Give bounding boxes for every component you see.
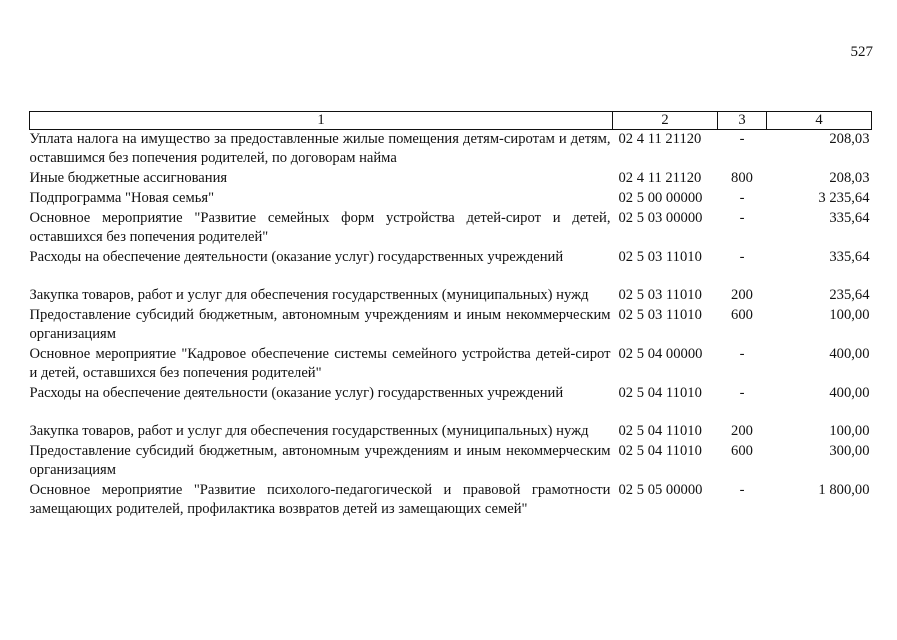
row-type: 600 xyxy=(731,307,753,323)
row-type: 800 xyxy=(731,170,753,186)
row-type: - xyxy=(739,249,745,265)
row-code: 02 5 04 11010 xyxy=(618,423,702,439)
row-code: 02 5 03 11010 xyxy=(618,249,702,265)
table-row xyxy=(30,189,872,209)
row-type: - xyxy=(739,482,745,498)
row-name: Предоставление субсидий бюджетным, автономным учреждениям и иным некоммерческим организациям xyxy=(29,307,611,342)
row-name: Уплата налога на имущество за предоставленные жилые помещения детям-сиротам и детям, оставшимся без попечения родителей, по договорам найма xyxy=(29,131,611,166)
row-sum: 100,00 xyxy=(829,423,870,439)
row-name: Предоставление субсидий бюджетным, автономным учреждениям и иным некоммерческим организациям xyxy=(29,443,611,478)
row-sum: 335,64 xyxy=(829,210,870,226)
row-name: Расходы на обеспечение деятельности (оказание услуг) государственных учреждений xyxy=(29,385,564,401)
row-type: 200 xyxy=(731,287,753,303)
row-code: 02 5 04 00000 xyxy=(618,346,703,362)
row-type: - xyxy=(739,190,745,206)
budget-table xyxy=(29,111,872,520)
table-row xyxy=(30,169,872,189)
row-code: 02 5 05 00000 xyxy=(618,482,703,498)
row-name: Иные бюджетные ассигнования xyxy=(29,170,228,186)
row-type: - xyxy=(739,131,745,147)
table-row xyxy=(30,384,872,422)
row-sum: 3 235,64 xyxy=(818,190,870,206)
row-sum: 208,03 xyxy=(829,131,870,147)
row-sum: 1 800,00 xyxy=(818,482,870,498)
table-header-row xyxy=(30,112,872,130)
row-type: - xyxy=(739,210,745,226)
table-row xyxy=(30,306,872,345)
row-name: Основное мероприятие "Развитие семейных форм устройства детей-сирот и детей, оставшихся без попечения родителей" xyxy=(29,210,611,245)
row-code: 02 5 03 00000 xyxy=(618,210,703,226)
table-row xyxy=(30,130,872,170)
column-header-sum: 4 xyxy=(767,112,872,130)
row-sum: 400,00 xyxy=(829,346,870,362)
table-row xyxy=(30,248,872,286)
row-code: 02 5 03 11010 xyxy=(618,307,702,323)
row-name: Основное мероприятие "Развитие психолого-педагогической и правовой грамотности замещающих родителей, профилактика возвратов детей из замещающих семей" xyxy=(29,482,611,517)
row-name: Расходы на обеспечение деятельности (оказание услуг) государственных учреждений xyxy=(29,249,564,265)
row-sum: 400,00 xyxy=(829,385,870,401)
table-row xyxy=(30,422,872,442)
page-number: 527 xyxy=(850,44,873,60)
row-type: 200 xyxy=(731,423,753,439)
row-sum: 100,00 xyxy=(829,307,870,323)
row-sum: 300,00 xyxy=(829,443,870,459)
row-type: 600 xyxy=(731,443,753,459)
row-name: Закупка товаров, работ и услуг для обеспечения государственных (муниципальных) нужд xyxy=(29,287,589,303)
row-code: 02 5 00 00000 xyxy=(618,190,703,206)
row-sum: 335,64 xyxy=(829,249,870,265)
row-type: - xyxy=(739,346,745,362)
row-name: Закупка товаров, работ и услуг для обеспечения государственных (муниципальных) нужд xyxy=(29,423,589,439)
row-sum: 235,64 xyxy=(829,287,870,303)
column-header-type: 3 xyxy=(718,112,767,130)
row-code: 02 5 03 11010 xyxy=(618,287,702,303)
row-name: Основное мероприятие "Кадровое обеспечение системы семейного устройства детей-сирот и детей, оставшихся без попечения родителей" xyxy=(29,346,611,381)
table-row xyxy=(30,286,872,306)
table-row xyxy=(30,209,872,248)
table-row xyxy=(30,345,872,384)
column-header-code: 2 xyxy=(613,112,718,130)
row-code: 02 4 11 21120 xyxy=(618,170,702,186)
row-code: 02 5 04 11010 xyxy=(618,385,702,401)
row-code: 02 4 11 21120 xyxy=(618,131,702,147)
row-type: - xyxy=(739,385,745,401)
row-name: Подпрограмма "Новая семья" xyxy=(29,190,215,206)
row-sum: 208,03 xyxy=(829,170,870,186)
table-row xyxy=(30,442,872,481)
column-header-name: 1 xyxy=(30,112,613,130)
table-row xyxy=(30,481,872,520)
row-code: 02 5 04 11010 xyxy=(618,443,702,459)
